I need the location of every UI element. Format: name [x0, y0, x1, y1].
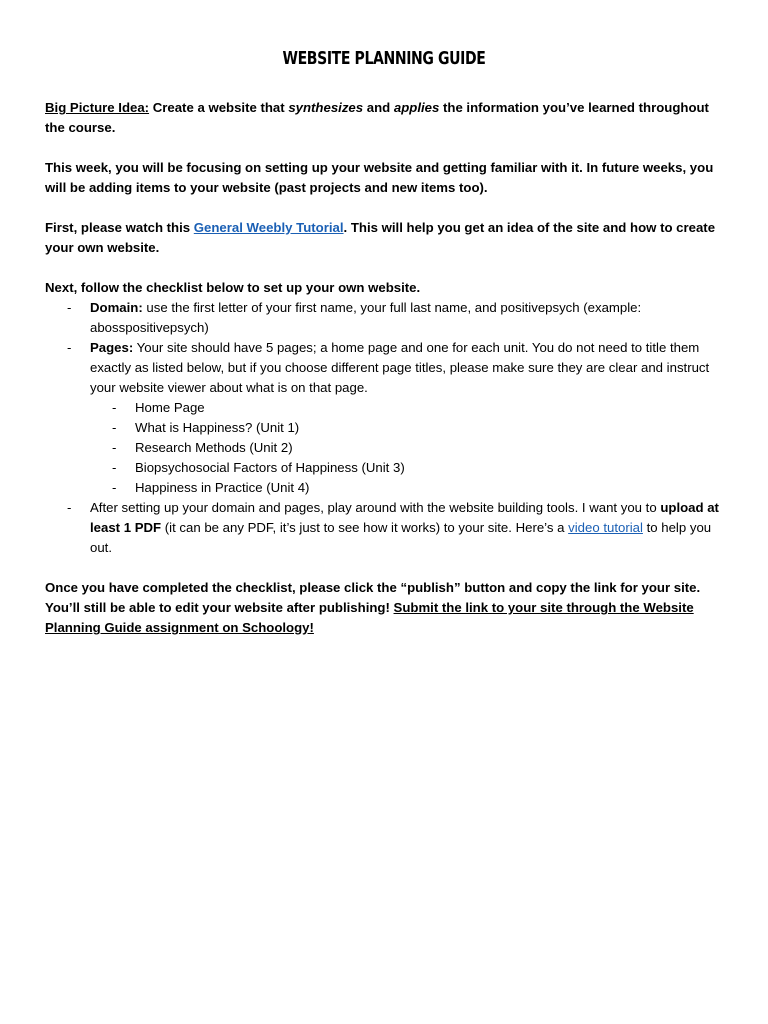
dash-marker: - [67, 500, 72, 515]
first-text-2: . This will help you get an idea of the site and how to create your own website. [45, 220, 716, 255]
checklist-item-pdf [45, 498, 725, 558]
intro-emphasis-synthesizes: synthesizes [288, 100, 364, 115]
dash-marker: - [112, 420, 117, 435]
next-heading: Next, follow the checklist below to set up your own website. [45, 280, 421, 295]
dash-marker: - [112, 480, 117, 495]
weebly-tutorial-link[interactable]: General Weebly Tutorial [193, 220, 344, 235]
domain-label: Domain: [90, 300, 143, 315]
intro-paragraph [45, 98, 725, 138]
first-paragraph [45, 218, 725, 258]
checklist [45, 298, 725, 558]
pages-sublist [90, 398, 725, 498]
document-body [45, 98, 725, 658]
list-item [90, 438, 725, 458]
page-name: What is Happiness? (Unit 1) [135, 420, 300, 435]
intro-text-3: the information you’ve learned throughout the course. [45, 100, 709, 135]
list-item [90, 418, 725, 438]
dash-marker: - [112, 400, 117, 415]
intro-emphasis-applies: applies [393, 100, 440, 115]
intro-text-2: and [363, 100, 394, 115]
week-focus-paragraph: This week, you will be focusing on setting up your website and getting familiar with it. In future weeks, you will be adding items to your website (past projects and new items too). [45, 160, 714, 195]
page-name: Biopsychosocial Factors of Happiness (Unit 3) [135, 460, 405, 475]
page-name: Happiness in Practice (Unit 4) [135, 480, 310, 495]
list-item [90, 398, 725, 418]
pdf-bold: upload at least 1 PDF [90, 500, 719, 535]
checklist-item-pages [45, 338, 725, 498]
domain-text: use the first letter of your first name, your full last name, and positivepsych (example: abosspositivepsych) [90, 300, 642, 335]
submit-instruction: Submit the link to your site through the Website Planning Guide assignment on Schoology! [45, 600, 694, 635]
dash-marker: - [67, 340, 72, 355]
pdf-text-3: to help you out. [90, 520, 712, 555]
pages-label: Pages: [90, 340, 134, 355]
page-name: Home Page [135, 400, 205, 415]
closing-text: Once you have completed the checklist, please click the “publish” button and copy the link for your site. You’ll still be able to edit your website after publishing! [45, 580, 701, 615]
intro-text-1: Create a website that [149, 100, 289, 115]
pages-text: Your site should have 5 pages; a home page and one for each unit. You do not need to title them exactly as listed below, but if you choose different page titles, please make sure they are clear and instruct your website viewer about what is on that page. [90, 340, 710, 395]
checklist-item-domain [45, 298, 725, 338]
intro-label: Big Picture Idea: [45, 100, 150, 115]
pdf-text-1: After setting up your domain and pages, play around with the website building tools. I want you to [90, 500, 661, 515]
list-item [90, 458, 725, 478]
page-title: WEBSITE PLANNING GUIDE [282, 48, 486, 69]
pdf-text-2: (it can be any PDF, it’s just to see how it works) to your site. Here’s a [161, 520, 569, 535]
dash-marker: - [67, 300, 72, 315]
video-tutorial-link[interactable]: video tutorial [568, 520, 643, 535]
list-item [90, 478, 725, 498]
page-name: Research Methods (Unit 2) [135, 440, 293, 455]
first-text-1: First, please watch this [45, 220, 194, 235]
dash-marker: - [112, 460, 117, 475]
dash-marker: - [112, 440, 117, 455]
closing-paragraph [45, 578, 725, 638]
